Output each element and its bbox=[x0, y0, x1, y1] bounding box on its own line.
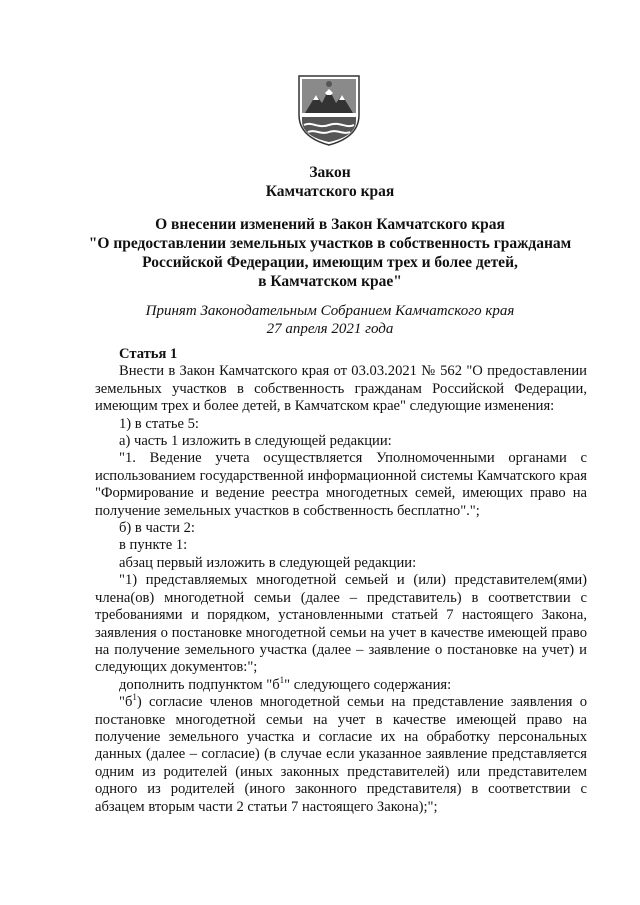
paragraph-8-text-start: дополнить подпунктом "б bbox=[119, 676, 280, 693]
article-heading: Статья 1 bbox=[119, 346, 178, 362]
paragraph-3: "1. Ведение учета осуществляется Уполномоченными органами с использованием государственной информационной системы Камчатского края "Формирование и ведение реестра многодетных семей, имеющих право на получение земельных участков в собственность бесплатно"."; bbox=[95, 450, 587, 519]
paragraph-9-superscript: 1 bbox=[132, 692, 137, 703]
article-body bbox=[95, 346, 587, 816]
paragraph-2: а) часть 1 изложить в следующей редакции: bbox=[119, 433, 392, 450]
law-subject-line-4: в Камчатском крае" bbox=[258, 273, 402, 290]
paragraph-8-superscript: 1 bbox=[279, 674, 285, 685]
law-title: Закон bbox=[309, 164, 351, 181]
accepted-date: 27 апреля 2021 года bbox=[266, 321, 394, 337]
law-subject-line-2: "О предоставлении земельных участков в собственность гражданам bbox=[88, 235, 572, 252]
paragraph-1: 1) в статье 5: bbox=[119, 415, 199, 432]
law-subject-line-1: О внесении изменений в Закон Камчатского края bbox=[155, 216, 505, 233]
paragraph-8 bbox=[95, 674, 587, 694]
paragraph-9-text-end: ) согласие членов многодетной семьи на представление заявления о постановке многодетной семьи на учет в качестве имеющей право на получение земельного участка и согласие их на обработку персональных данных (далее – согласие) (в случае если указанное заявление представляется одним из родителей (иных законных представителей) или представителем одного из родителей (иного законного представителя) в соответствии с абзацем вторым части 2 статьи 7 настоящего Закона);"; bbox=[95, 694, 587, 815]
kamchatka-coat-of-arms-icon bbox=[296, 73, 362, 147]
law-region: Камчатского края bbox=[265, 183, 395, 200]
paragraph-9-text-start: "б bbox=[119, 694, 133, 711]
paragraph-4: б) в части 2: bbox=[119, 520, 195, 537]
paragraph-5: в пункте 1: bbox=[119, 537, 188, 554]
paragraph-9 bbox=[95, 694, 587, 816]
paragraph-7: "1) представляемых многодетной семьей и (или) представителем(ями) члена(ов) многодетной семьи (далее – представитель) в соответствии с требованиями и порядком, установленными статьей 7 настоящего Закона, заявления о постановке многодетной семьи на учет в качестве имеющей право на получение земельного участка (далее – заявление о постановке на учет) и следующих документов:"; bbox=[95, 572, 587, 676]
accepted-by: Принят Законодательным Собранием Камчатского края bbox=[145, 303, 515, 319]
article-intro: Внести в Закон Камчатского края от 03.03.2021 № 562 "О предоставлении земельных участков в собственность гражданам Российской Федерации, имеющим трех и более детей, в Камчатском крае" следующие изменения: bbox=[95, 363, 587, 415]
paragraph-8-text-end: " следующего содержания: bbox=[284, 676, 452, 693]
paragraph-6: абзац первый изложить в следующей редакции: bbox=[119, 554, 417, 571]
law-subject-line-3: Российской Федерации, имеющим трех и более детей, bbox=[142, 254, 518, 271]
